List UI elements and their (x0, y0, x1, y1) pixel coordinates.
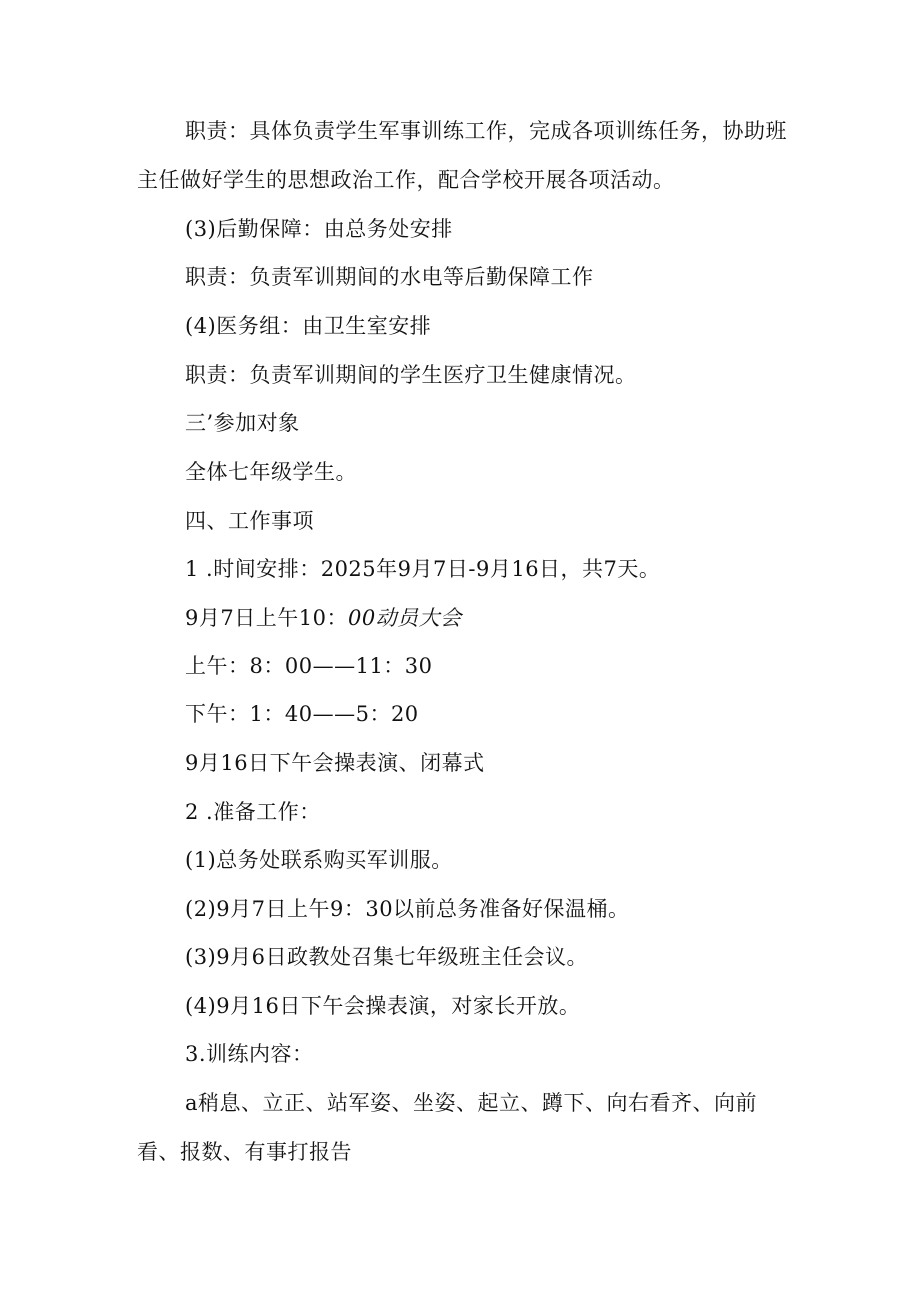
mobilization-event: 00动员大会 (347, 606, 462, 630)
paragraph-medical-heading: (4)医务组：由卫生室安排 (185, 314, 432, 338)
paragraph-closing-ceremony: 9月16日下午会操表演、闭幕式 (185, 751, 485, 775)
paragraph-training-content-line2: 看、报数、有事打报告 (137, 1140, 352, 1164)
paragraph-logistics-duty: 职责：负责军训期间的水电等后勤保障工作 (185, 265, 594, 289)
paragraph-prep-uniforms: (1)总务处联系购买军训服。 (185, 848, 453, 872)
paragraph-schedule: 1 .时间安排：2025年9月7日-9月16日，共7天。 (185, 557, 661, 581)
paragraph-logistics-heading: (3)后勤保障：由总务处安排 (185, 217, 453, 241)
paragraph-prep-buckets: (2)9月7日上午9：30以前总务准备好保温桶。 (185, 897, 630, 921)
paragraph-duty-training-line1: 职责：具体负责学生军事训练工作，完成各项训练任务，协助班 (185, 119, 787, 143)
section-heading-participants: 三’参加对象 (185, 411, 300, 435)
paragraph-prep-meeting: (3)9月6日政教处召集七年级班主任会议。 (185, 945, 588, 969)
paragraph-afternoon-hours: 下午：1：40——5：20 (185, 702, 419, 726)
paragraph-medical-duty: 职责：负责军训期间的学生医疗卫生健康情况。 (185, 363, 637, 387)
paragraph-training-content-line1: a稍息、立正、站军姿、坐姿、起立、蹲下、向右看齐、向前 (185, 1091, 758, 1115)
mobilization-time: 9月7日上午10： (185, 606, 348, 630)
paragraph-morning-hours: 上午：8：00——11：30 (185, 654, 433, 678)
paragraph-duty-training-line2: 主任做好学生的思想政治工作，配合学校开展各项活动。 (137, 168, 675, 192)
paragraph-participants: 全体七年级学生。 (185, 460, 357, 484)
section-heading-work-items: 四、工作事项 (185, 509, 314, 533)
paragraph-prep-open-day: (4)9月16日下午会操表演，对家长开放。 (185, 994, 581, 1018)
paragraph-preparation-heading: 2 .准备工作： (185, 800, 321, 824)
paragraph-training-content-heading: 3.训练内容： (185, 1042, 314, 1066)
paragraph-mobilization (185, 604, 462, 632)
